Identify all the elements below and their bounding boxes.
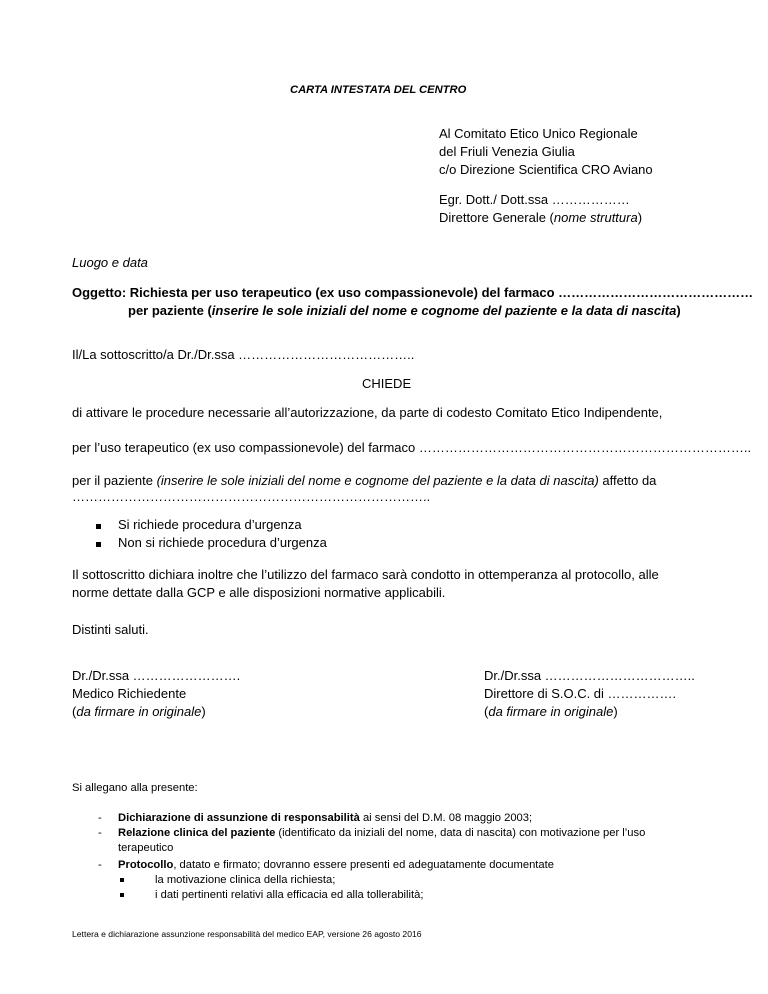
paren-close: ) [613, 704, 618, 719]
attachment-item [118, 826, 645, 841]
subject-patient-hint: inserire le sole iniziali del nome e cognome del paziente e la data di nascita [211, 303, 677, 318]
attachment-item-text: (identificato da iniziali del nome, data di nascita) con motivazione per l’uso [275, 827, 646, 839]
closing: Distinti saluti. [72, 622, 149, 637]
attachment-item-title: Relazione clinica del paziente [118, 827, 276, 839]
patient-suffix: affetto da [598, 473, 657, 488]
signature-note-text: da firmare in originale [76, 704, 202, 719]
square-bullet-icon [120, 878, 124, 882]
square-bullet-icon [96, 542, 101, 547]
letterhead: CARTA INTESTATA DEL CENTRO [290, 84, 467, 96]
option-item: Si richiede procedura d’urgenza [118, 517, 302, 532]
recipient-line: Egr. Dott./ Dott.ssa ……………… [439, 192, 630, 207]
dash-bullet: - [98, 859, 102, 871]
place-date: Luogo e data [72, 255, 148, 270]
subject-line: Oggetto: Richiesta per uso terapeutico (ex uso compassionevole) del farmaco ……………………………………… [72, 285, 754, 300]
dash-bullet: - [98, 827, 102, 839]
page-footer: Lettera e dichiarazione assunzione responsabilità del medico EAP, versione 26 agosto 2016 [72, 929, 422, 939]
request-heading: CHIEDE [362, 376, 412, 391]
subject-suffix: ) [676, 303, 681, 318]
signature-note [72, 703, 206, 721]
recipient-structure: nome struttura [553, 210, 638, 225]
option-item: Non si richiede procedura d’urgenza [118, 535, 327, 550]
signature-note-text: da firmare in originale [488, 704, 614, 719]
undersigned-line: Il/La sottoscritto/a Dr./Dr.ssa ………………………………….. [72, 347, 415, 362]
attachment-item-title: Protocollo [118, 859, 174, 871]
signature-role: Direttore di S.O.C. di ……………. [484, 686, 677, 701]
recipient-line: Al Comitato Etico Unico Regionale [439, 126, 638, 141]
paren-close: ) [201, 704, 206, 719]
declaration-line: norme dettate dalla GCP e alle disposizioni normative applicabili. [72, 585, 446, 600]
attachment-item-text: ai sensi del D.M. 08 maggio 2003; [359, 812, 533, 824]
recipient-line: del Friuli Venezia Giulia [439, 144, 575, 159]
paren-open: ( [72, 704, 77, 719]
subject-prefix: per paziente ( [128, 303, 212, 318]
attachment-item-text: , datato e firmato; dovranno essere presenti ed adeguatamente documentate [173, 859, 554, 871]
recipient-line [439, 209, 642, 227]
signature-role: Medico Richiedente [72, 686, 187, 701]
patient-prefix: per il paziente [72, 473, 157, 488]
body-paragraph: per l’uso terapeutico (ex uso compassionevole) del farmaco ………………………………………………………………….. [72, 440, 752, 455]
dash-bullet: - [98, 812, 102, 824]
recipient-line: c/o Direzione Scientifica CRO Aviano [439, 162, 653, 177]
signature-note [484, 703, 618, 721]
declaration-line: Il sottoscritto dichiara inoltre che l’utilizzo del farmaco sarà condotto in ottemperanza al protocollo, alle [72, 567, 659, 582]
body-paragraph-dots: ……………………………………………………………………….. [72, 489, 431, 504]
paren-open: ( [484, 704, 489, 719]
attachment-subitem: i dati pertinenti relativi alla efficacia ed alla tollerabilità; [155, 889, 424, 901]
attachment-item-continuation: terapeutico [118, 842, 174, 854]
attachment-item [118, 858, 554, 873]
attachment-item [118, 811, 532, 826]
recipient-role-prefix: Direttore Generale ( [439, 210, 554, 225]
signature-name: Dr./Dr.ssa ……………………. [72, 668, 241, 683]
signature-name: Dr./Dr.ssa …………………………….. [484, 668, 695, 683]
attachment-item-title: Dichiarazione di assunzione di responsabilità [118, 812, 360, 824]
recipient-role-suffix: ) [637, 210, 643, 225]
attachments-heading: Si allegano alla presente: [72, 782, 198, 794]
patient-hint: (inserire le sole iniziali del nome e cognome del paziente e la data di nascita) [156, 473, 599, 488]
square-bullet-icon [120, 893, 124, 897]
subject-line-2 [128, 302, 681, 320]
square-bullet-icon [96, 524, 101, 529]
body-paragraph: di attivare le procedure necessarie all’autorizzazione, da parte di codesto Comitato Etico Indipendente, [72, 405, 663, 420]
attachment-subitem: la motivazione clinica della richiesta; [155, 874, 336, 886]
